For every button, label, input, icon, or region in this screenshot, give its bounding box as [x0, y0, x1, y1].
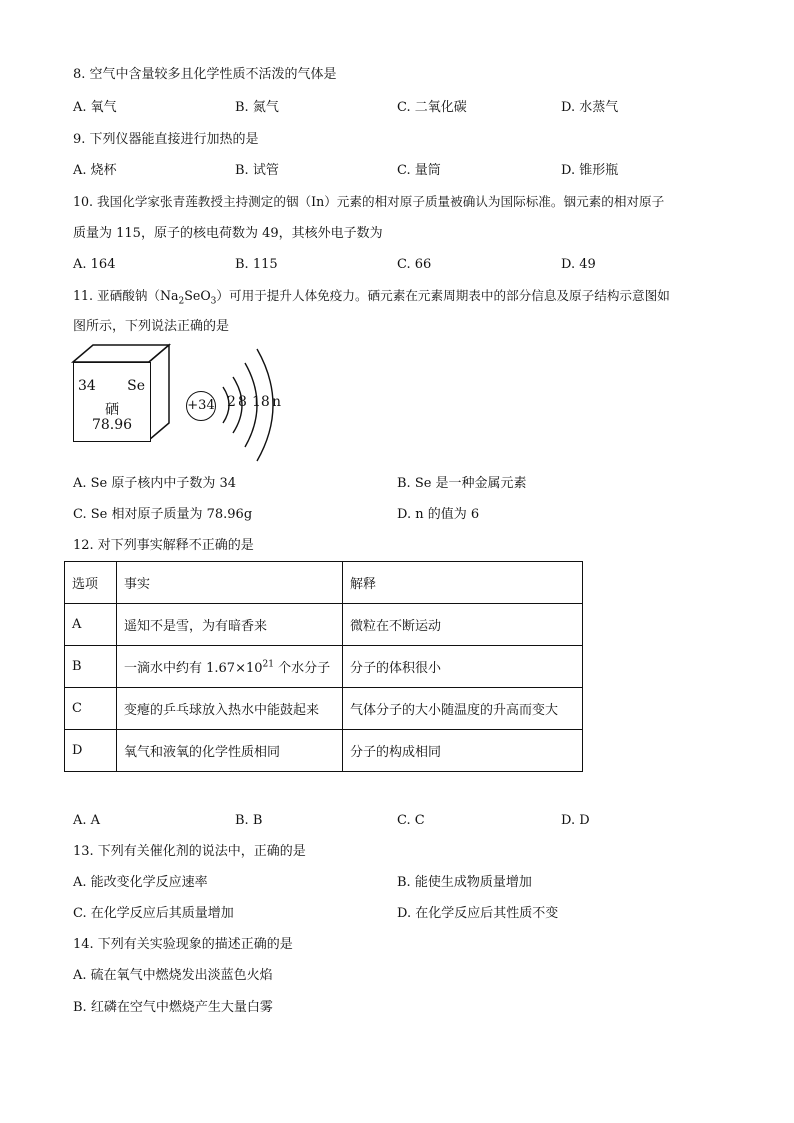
q9-stem: 9. 下列仪器能直接进行加热的是 — [73, 132, 259, 147]
q9-option-c: C. 量筒 — [397, 163, 441, 178]
element-card-front — [73, 362, 151, 442]
q10-option-a: A. 164 — [73, 257, 116, 272]
q11-option-a: A. Se 原子核内中子数为 34 — [73, 476, 237, 491]
atomic-mass: 78.96 — [91, 417, 133, 433]
q10-stem-line1: 10. 我国化学家张青莲教授主持测定的铟（In）元素的相对原子质量被确认为国际标准。铟元素的相对原子 — [73, 194, 665, 209]
q13-option-d: D. 在化学反应后其性质不变 — [397, 906, 559, 921]
atomic-number: 34 — [78, 378, 96, 394]
row-explanation: 分子的构成相同 — [343, 730, 583, 772]
row-option: D — [65, 730, 117, 772]
q8-option-c: C. 二氧化碳 — [397, 100, 467, 115]
nucleus: +34 — [186, 391, 216, 421]
q14-stem: 14. 下列有关实验现象的描述正确的是 — [73, 937, 293, 952]
q11-option-d: D. n 的值为 6 — [397, 507, 480, 522]
row-fact: 氧气和液氧的化学性质相同 — [117, 730, 343, 772]
q10-option-c: C. 66 — [397, 257, 432, 272]
q11-stem-line2: 图所示，下列说法正确的是 — [73, 319, 230, 334]
q13-stem: 13. 下列有关催化剂的说法中，正确的是 — [73, 844, 306, 859]
row-explanation: 分子的体积很小 — [343, 646, 583, 688]
q10-option-b: B. 115 — [235, 257, 278, 272]
table-row — [65, 646, 583, 688]
header-fact: 事实 — [117, 562, 343, 604]
table-row — [65, 688, 583, 730]
row-fact-pre: 一滴水中约有 1.67×10 — [124, 661, 263, 676]
q11-sub-2: 2 — [178, 296, 185, 307]
q12-option-c: C. C — [397, 813, 425, 828]
q8-option-a: A. 氧气 — [73, 100, 117, 115]
q11-stem-se: SeO — [184, 288, 211, 303]
table-row — [65, 604, 583, 646]
table-row — [65, 730, 583, 772]
q9-option-b: B. 试管 — [235, 163, 279, 178]
q11-stem-post: ）可用于提升人体免疫力。硒元素在元素周期表中的部分信息及原子结构示意图如 — [216, 288, 670, 303]
table-header-row — [65, 562, 583, 604]
q9-option-d: D. 锥形瓶 — [561, 163, 619, 178]
q11-stem-pre: 11. 亚硒酸钠（Na — [73, 288, 179, 303]
row-explanation: 微粒在不断运动 — [343, 604, 583, 646]
q11-option-b: B. Se 是一种金属元素 — [397, 476, 527, 491]
shell-2-count: 8 — [238, 394, 247, 410]
shell-1-count: 2 — [227, 394, 236, 410]
q12-stem: 12. 对下列事实解释不正确的是 — [73, 538, 254, 553]
q10-stem-line2: 质量为 115，原子的核电荷数为 49，其核外电子数为 — [73, 226, 383, 241]
row-fact-exponent: 21 — [262, 659, 274, 670]
q12-option-a: A. A — [73, 813, 101, 828]
row-fact: 变瘪的乒乓球放入热水中能鼓起来 — [117, 688, 343, 730]
q8-option-b: B. 氮气 — [235, 100, 279, 115]
element-symbol: Se — [127, 378, 145, 394]
shell-4-count: n — [272, 394, 282, 410]
row-option: B — [65, 646, 117, 688]
shell-3-count: 18 — [252, 394, 270, 410]
header-option: 选项 — [65, 562, 117, 604]
q13-option-a: A. 能改变化学反应速率 — [73, 875, 208, 890]
q14-option-b: B. 红磷在空气中燃烧产生大量白雾 — [73, 1000, 273, 1015]
q12-option-d: D. D — [561, 813, 590, 828]
q11-stem-line1 — [73, 287, 670, 305]
element-name: 硒 — [105, 402, 119, 418]
header-explanation: 解释 — [343, 562, 583, 604]
row-fact — [117, 646, 343, 688]
q10-option-d: D. 49 — [561, 257, 596, 272]
q12-option-b: B. B — [235, 813, 263, 828]
q13-option-c: C. 在化学反应后其质量增加 — [73, 906, 234, 921]
q13-option-b: B. 能使生成物质量增加 — [397, 875, 532, 890]
row-option: A — [65, 604, 117, 646]
q11-option-c: C. Se 相对原子质量为 78.96g — [73, 507, 253, 522]
row-option: C — [65, 688, 117, 730]
q8-option-d: D. 水蒸气 — [561, 100, 619, 115]
q11-sub-3: 3 — [210, 296, 217, 307]
row-explanation: 气体分子的大小随温度的升高而变大 — [343, 688, 583, 730]
row-fact-post: 个水分子 — [273, 661, 331, 676]
q12-table — [64, 561, 583, 772]
q14-option-a: A. 硫在氧气中燃烧发出淡蓝色火焰 — [73, 968, 273, 983]
q9-option-a: A. 烧杯 — [73, 163, 117, 178]
q8-stem: 8. 空气中含量较多且化学性质不活泼的气体是 — [73, 67, 337, 82]
row-fact: 遥知不是雪，为有暗香来 — [117, 604, 343, 646]
